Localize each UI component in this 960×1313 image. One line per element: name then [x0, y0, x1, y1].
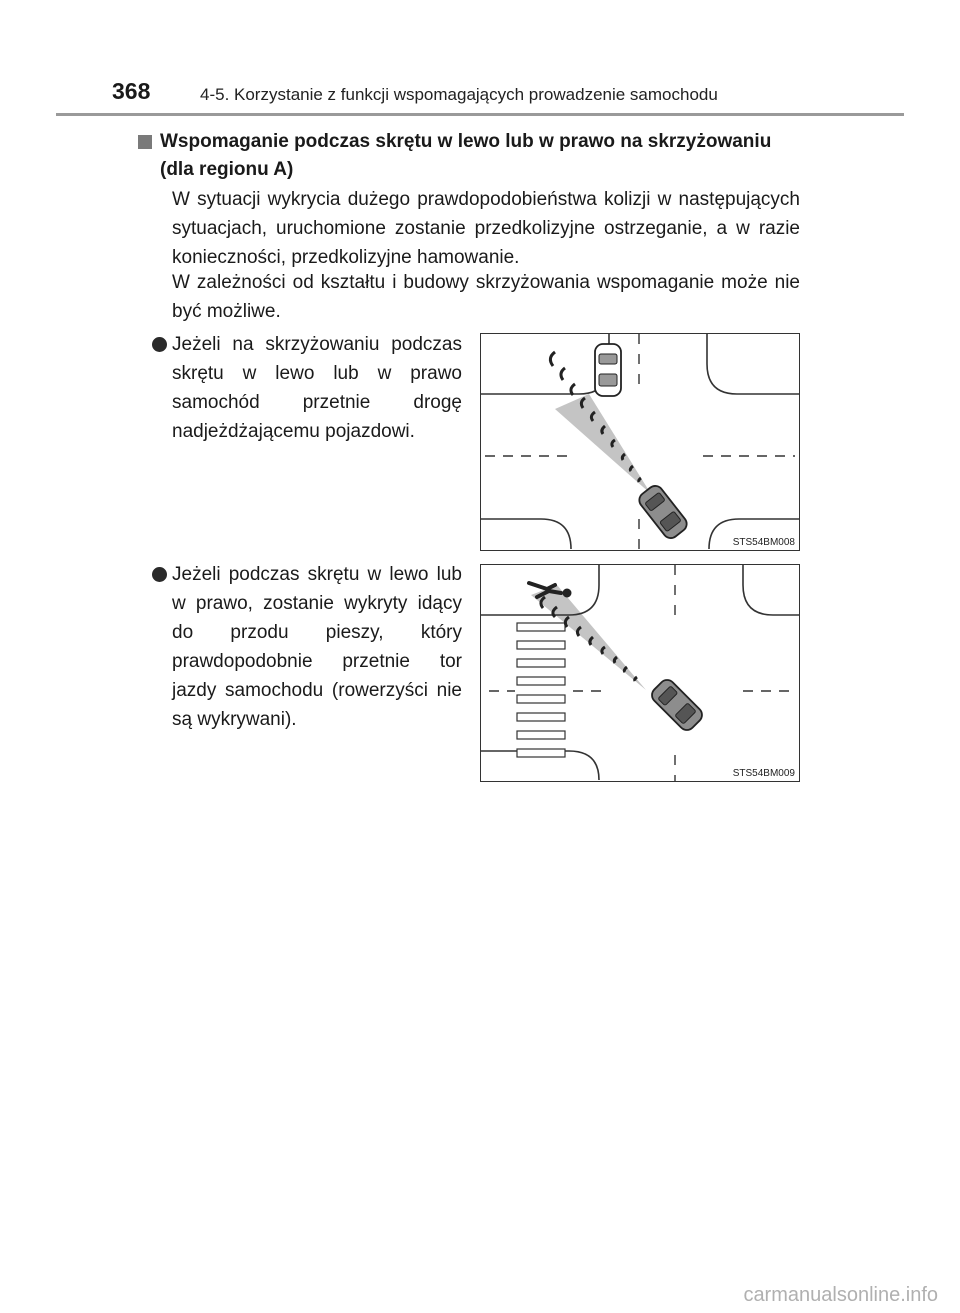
bullet-item-2	[172, 560, 462, 734]
paragraph-1: W sytuacji wykrycia dużego prawdopodobieństwa kolizji w następujących sytuacjach, uruchomione zostanie przedkolizyjne ostrzeganie, a w razie konieczności, przedkolizyjne hamowanie.	[172, 189, 800, 268]
intersection-diagram-1	[481, 334, 799, 550]
curb-top-right	[743, 565, 799, 615]
figure-oncoming-vehicle	[480, 333, 800, 551]
page-number: 368	[112, 78, 151, 104]
intersection-diagram-2	[481, 565, 799, 781]
watermark: carmanualsonline.info	[743, 1284, 938, 1306]
detection-beam	[555, 394, 651, 494]
paragraph-2: W zależności od kształtu i budowy skrzyżowania wspomaganie może nie być możliwe.	[172, 272, 800, 322]
curb-top-left	[481, 565, 599, 615]
section-heading-text: Wspomaganie podczas skrętu w lewo lub w prawo na skrzyżowaniu (dla regionu A)	[160, 131, 772, 180]
bullet-item-1	[172, 330, 462, 446]
bullet-text-2: Jeżeli podczas skrętu w lewo lub w prawo, zostanie wykryty idący do przodu pieszy, który prawdopodobnie przetnie tor jazdy samochodu (rowerzyści nie są wykrywani).	[172, 564, 462, 730]
square-bullet-icon	[138, 135, 152, 149]
oncoming-car-icon	[595, 344, 621, 396]
own-car-icon	[636, 483, 690, 542]
figure-code-2: STS54BM009	[732, 768, 795, 779]
header-rule	[56, 113, 904, 116]
figure-pedestrian	[480, 564, 800, 782]
own-car-icon	[649, 677, 706, 734]
section-heading	[160, 128, 800, 184]
round-bullet-icon	[152, 567, 167, 582]
round-bullet-icon	[152, 337, 167, 352]
figure-code-1: STS54BM008	[732, 537, 795, 548]
curb-bottom-left	[481, 519, 571, 549]
curb-top-right	[707, 334, 799, 394]
detection-beam	[531, 585, 646, 690]
curb-top-left	[481, 334, 609, 394]
crosswalk-stripes	[517, 623, 565, 757]
chapter-title: 4-5. Korzystanie z funkcji wspomagających prowadzenie samochodu	[200, 85, 718, 104]
bullet-text-1: Jeżeli na skrzyżowaniu podczas skrętu w lewo lub w prawo samochód przetnie drogę nadjeżdżającemu pojazdowi.	[172, 334, 462, 442]
